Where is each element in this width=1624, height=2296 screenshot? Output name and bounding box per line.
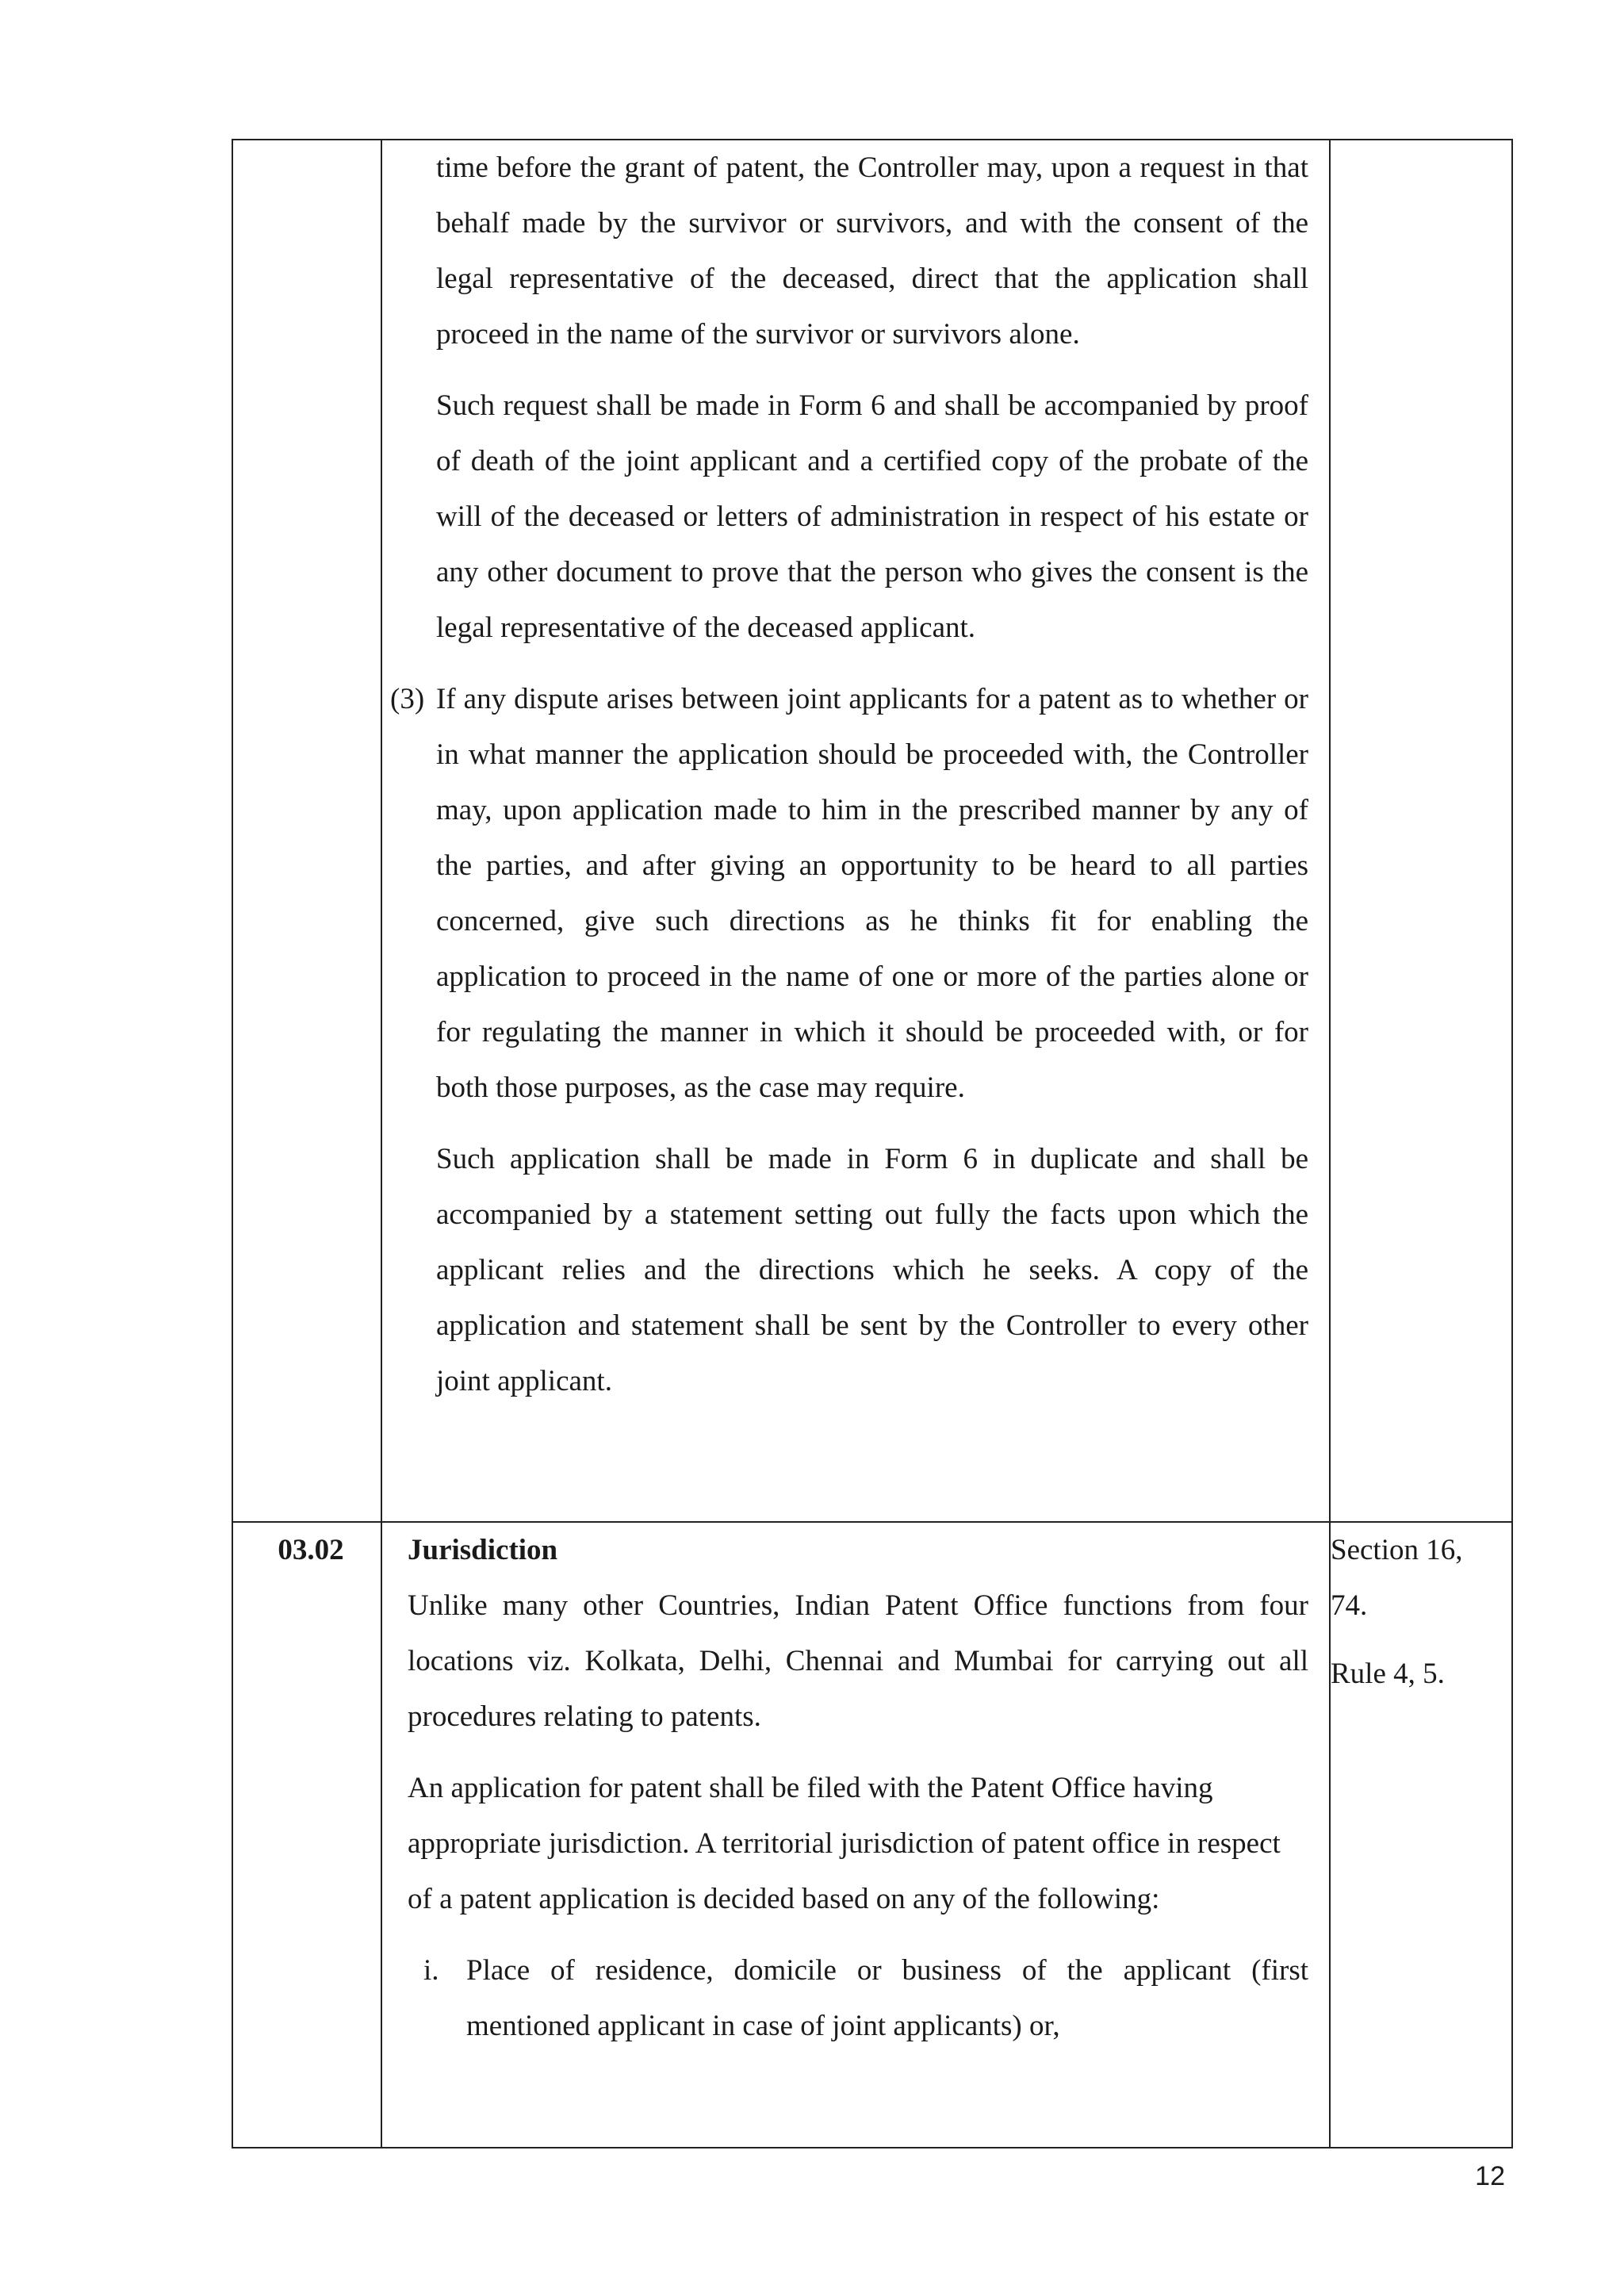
reference-section-cont: 74. bbox=[1331, 1589, 1368, 1622]
form-6-duplicate-paragraph: Such application shall be made in Form 6 in duplicate and shall be accompanied by a statement setting out fully the facts upon which the applicant relies and the directions which he seeks. A copy of the application and statement shall be sent by the Controller to every other joint applicant. bbox=[436, 1143, 1308, 1397]
continuation-reference-cell bbox=[1330, 140, 1512, 1522]
list-item bbox=[408, 1943, 1308, 2054]
continuation-row bbox=[232, 140, 1512, 1522]
provisions-table bbox=[232, 139, 1513, 2148]
section-heading: Jurisdiction bbox=[408, 1534, 558, 1566]
page-number: 12 bbox=[1475, 2161, 1505, 2191]
subsection-3-marker: (3) bbox=[390, 683, 425, 715]
dispute-paragraph: If any dispute arises between joint applicants for a patent as to whether or in what manner the application should be proceeded with, the Controller may, upon application made to him in the prescribed manner by any of the parties, and after giving an opportunity to be heard to all parties concerned, give such directions as he thinks fit for enabling the application to proceed in the name of one or more of the parties alone or for regulating the manner in which it should be proceeded with, or for both those purposes, as the case may require. bbox=[436, 683, 1308, 1104]
jurisdiction-section bbox=[382, 1523, 1329, 2054]
reference-rule: Rule 4, 5. bbox=[1331, 1658, 1445, 1690]
continuation-subsection-2 bbox=[382, 140, 1329, 656]
section-text-cell bbox=[381, 1522, 1330, 2148]
continuation-text-cell bbox=[381, 140, 1330, 1522]
subsection-3 bbox=[382, 672, 1329, 1409]
continuation-paragraph: time before the grant of patent, the Controller may, upon a request in that behalf made by the survivor or survivors, and with the consent of the legal representative of the deceased, direct that the application shall proceed in the name of the survivor or survivors alone. bbox=[436, 151, 1308, 351]
filing-paragraph: An application for patent shall be filed with the Patent Office having appropriate jurisdiction. A territorial jurisdiction of patent office in respect of a patent application is decided based on any of the following: bbox=[408, 1772, 1281, 1915]
jurisdiction-row bbox=[232, 1522, 1512, 2148]
section-reference-cell bbox=[1330, 1522, 1512, 2148]
reference-section: Section 16, bbox=[1331, 1534, 1463, 1566]
section-number: 03.02 bbox=[278, 1534, 344, 1566]
section-number-cell bbox=[232, 1522, 381, 2148]
locations-paragraph: Unlike many other Countries, Indian Patent Office functions from four locations viz. Kolkata, Delhi, Chennai and Mumbai for carrying out all procedures relating to patents. bbox=[408, 1589, 1308, 1733]
continuation-number-cell bbox=[232, 140, 381, 1522]
form-6-request-paragraph: Such request shall be made in Form 6 and shall be accompanied by proof of death of the joint applicant and a certified copy of the probate of the will of the deceased or letters of administration in respect of his estate or any other document to prove that the person who gives the consent is the legal representative of the deceased applicant. bbox=[436, 389, 1308, 644]
list-item-marker: i. bbox=[423, 1954, 439, 1987]
list-item-text: Place of residence, domicile or business of the applicant (first mentioned applicant in case of joint applicants) or, bbox=[466, 1954, 1308, 2042]
